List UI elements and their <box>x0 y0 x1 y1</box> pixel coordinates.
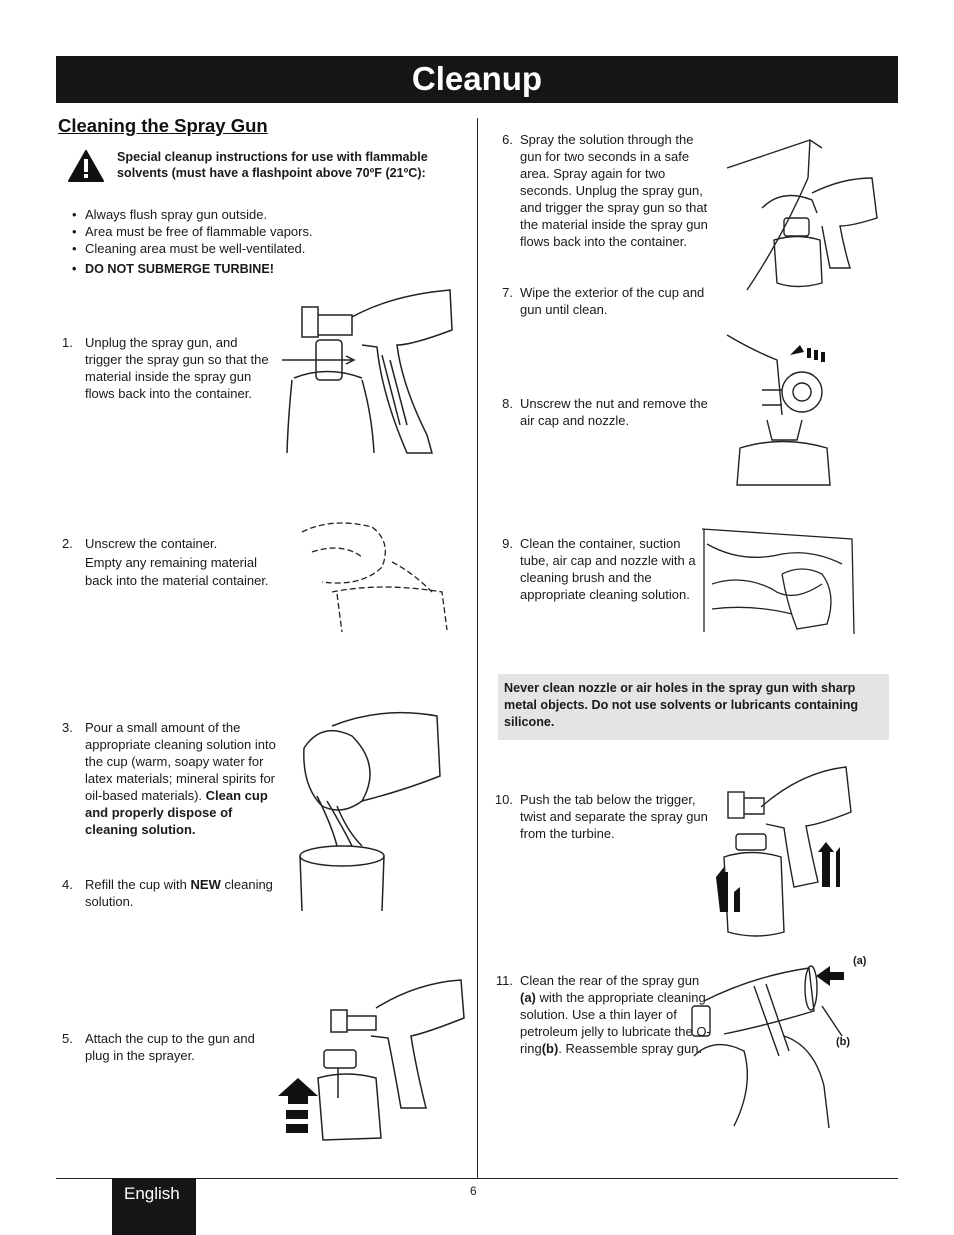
step-text-bold: Clean cup and properly dispose of cleaning solution. <box>85 788 268 837</box>
step-1 <box>62 334 277 402</box>
step-text: Attach the cup to the gun and plug in the sprayer. <box>85 1031 255 1063</box>
pour-cleaning-solution-illustration <box>292 706 442 916</box>
unscrew-container-illustration <box>282 512 457 636</box>
silicone-warning-notice: Never clean nozzle or air holes in the spray gun with sharp metal objects. Do not use solvents or lubricants containing silicone. <box>498 674 889 740</box>
remove-air-cap-illustration <box>722 330 842 490</box>
step-8 <box>497 395 712 429</box>
cleaning-brush-illustration <box>702 524 857 636</box>
step-number: 1. <box>62 335 73 350</box>
step-text: Pour a small amount of the appropriate cleaning solution into the cup (warm, soapy water for latex materials; mineral spirits for oil-based materials). <box>85 720 276 803</box>
bullet-item: • DO NOT SUBMERGE TURBINE! <box>72 261 472 278</box>
step-text: Unplug the spray gun, and trigger the spray gun so that the material inside the spray gun flows back into the container. <box>85 335 269 401</box>
warning-bullets <box>72 206 472 278</box>
step-text: Unscrew the container. <box>85 536 218 551</box>
step-number: 6. <box>502 132 513 147</box>
separate-gun-turbine-illustration <box>706 762 856 942</box>
label-b: (b) <box>836 1036 851 1048</box>
bullet-item: • Area must be free of flammable vapors. <box>72 223 472 240</box>
step-text: Push the tab below the trigger, twist and separate the spray gun from the turbine. <box>520 792 708 841</box>
step-text-extra: Empty any remaining material back into the material container. <box>85 555 269 588</box>
language-tab: English <box>112 1178 196 1235</box>
step-10 <box>490 791 712 842</box>
section-title: Cleaning the Spray Gun <box>58 115 268 136</box>
step-text: Unscrew the nut and remove the air cap and nozzle. <box>520 396 708 428</box>
step-text: Spray the solution through the gun for two seconds in a safe area. Spray again for two seconds. Unplug the spray gun, and trigger the spray gun so that the material inside the spray gun flows back into the container. <box>520 132 708 249</box>
step-9 <box>497 535 712 603</box>
step-11 <box>490 972 712 1057</box>
step-7 <box>497 284 712 318</box>
step-4 <box>62 876 277 910</box>
step-text: Wipe the exterior of the cup and gun until clean. <box>520 285 705 317</box>
step-text-bold: NEW <box>190 877 221 892</box>
column-divider <box>477 118 478 1178</box>
spray-gun-trigger-illustration <box>282 285 457 457</box>
step-text-bold: (a) <box>520 990 536 1005</box>
step-text: Clean the rear of the spray gun <box>520 973 700 988</box>
bullet-item: • Cleaning area must be well-ventilated. <box>72 240 472 257</box>
step-number: 7. <box>502 285 513 300</box>
step-number: 11. <box>495 973 513 988</box>
page-title: Cleanup <box>56 56 898 103</box>
step-number: 8. <box>502 396 513 411</box>
step-text: . Reassemble spray gun. <box>558 1041 703 1056</box>
bullet-item: • Always flush spray gun outside. <box>72 206 472 223</box>
step-number: 9. <box>502 536 513 551</box>
step-number: 4. <box>62 877 73 892</box>
step-3 <box>62 719 277 838</box>
step-text: cleaning solution. <box>85 877 273 909</box>
step-6 <box>497 131 712 250</box>
step-number: 5. <box>62 1031 73 1046</box>
step-text: Clean the container, suction tube, air cap and nozzle with a cleaning brush and the appropriate cleaning solution. <box>520 536 696 602</box>
step-5 <box>62 1030 277 1064</box>
step-number: 3. <box>62 720 73 735</box>
step-2 <box>62 535 277 590</box>
warning-icon <box>68 150 104 182</box>
step-text: with the appropriate cleaning solution. Use a thin layer of petroleum jelly to lubricate the O-ring <box>520 990 711 1056</box>
attach-cup-illustration <box>276 978 466 1143</box>
page-number: 6 <box>470 1184 477 1198</box>
warning-text: Special cleanup instructions for use with flammable solvents (must have a flashpoint above 70ºF (21ºC): <box>117 150 428 180</box>
step-text: Refill the cup with <box>85 877 187 892</box>
step-number: 2. <box>62 536 73 551</box>
label-a: (a) <box>853 955 867 967</box>
step-number: 10. <box>494 792 513 807</box>
step-text-bold: (b) <box>541 1041 559 1056</box>
spray-safe-area-illustration <box>722 138 882 293</box>
